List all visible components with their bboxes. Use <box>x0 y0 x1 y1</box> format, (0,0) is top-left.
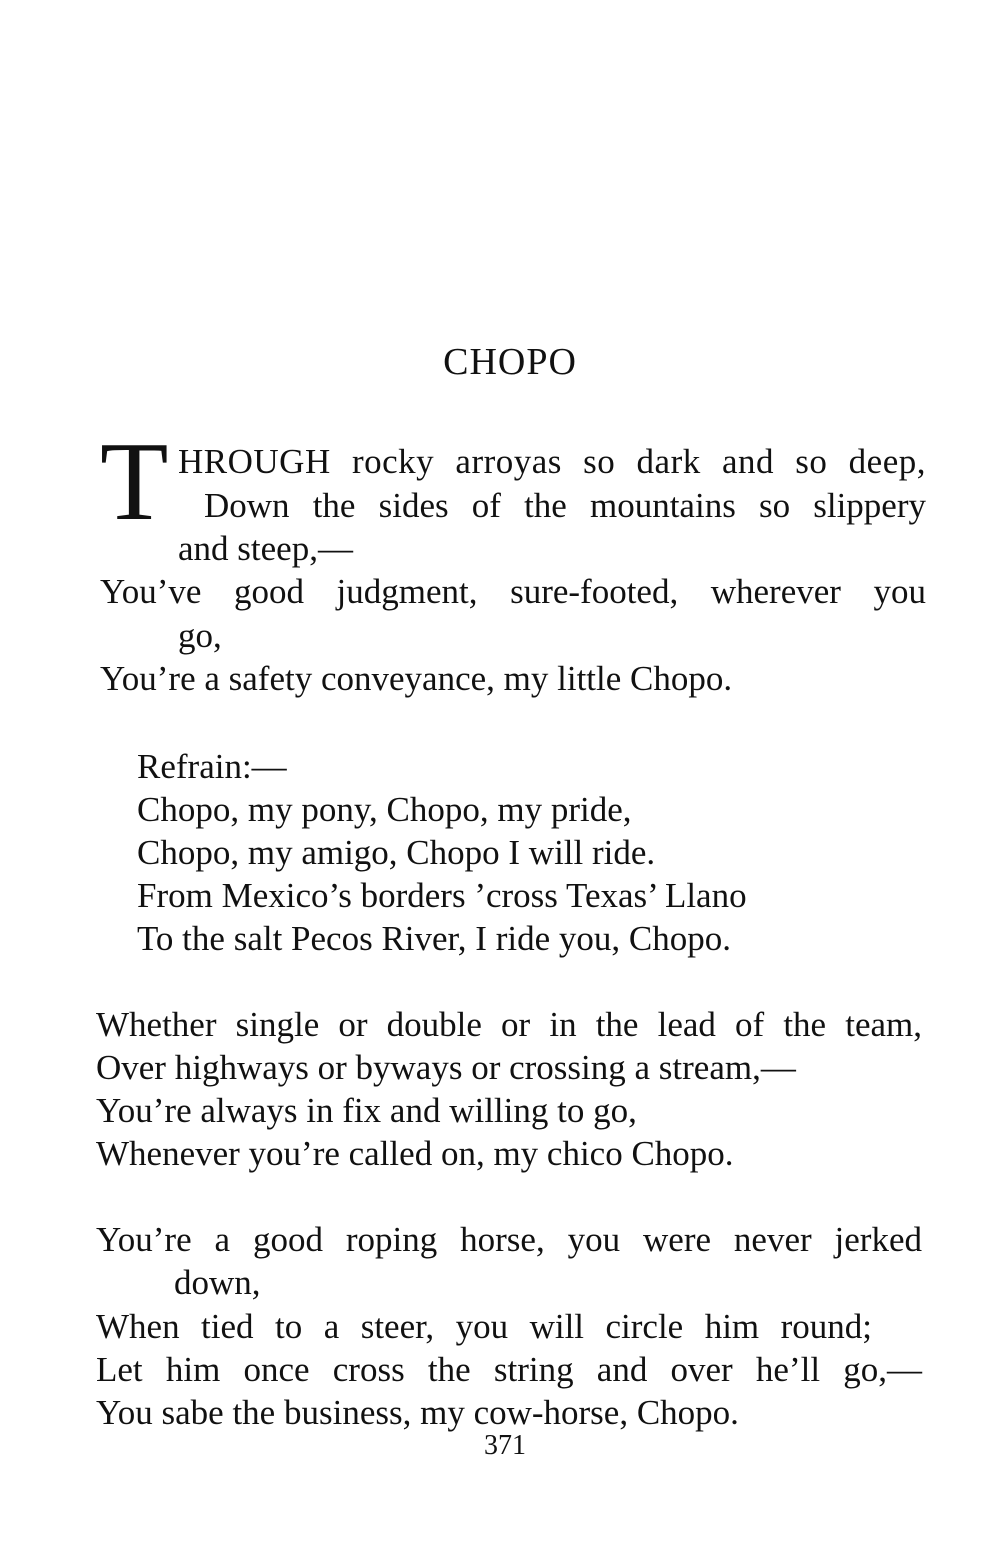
stanza2-line3: You’re always in fix and willing to go, <box>96 1091 637 1130</box>
page-number: 371 <box>484 1430 526 1461</box>
stanza3-line3: Let him once cross the string and over he’ll go,— <box>96 1350 922 1389</box>
stanza1-line3: You’ve good judgment, sure-footed, wherever you <box>100 572 926 611</box>
stanza3-line1-cont: down, <box>174 1263 261 1302</box>
poem-title: CHOPO <box>443 341 577 383</box>
refrain-line2: Chopo, my amigo, Chopo I will ride. <box>137 833 656 872</box>
stanza1-line2-cont: and steep,— <box>178 529 353 568</box>
refrain-line3: From Mexico’s borders ’cross Texas’ Llano <box>137 876 747 915</box>
refrain-label: Refrain:— <box>137 747 287 786</box>
stanza1-line2: Down the sides of the mountains so slippery <box>204 486 926 525</box>
stanza2-line4: Whenever you’re called on, my chico Chopo. <box>96 1134 734 1173</box>
stanza3-line2: When tied to a steer, you will circle him round; <box>96 1307 872 1346</box>
stanza2-line1: Whether single or double or in the lead of the team, <box>96 1005 922 1044</box>
stanza1-line1: HROUGH rocky arroyas so dark and so deep, <box>178 442 926 481</box>
stanza1-line3-cont: go, <box>178 616 222 655</box>
stanza2-line2: Over highways or byways or crossing a stream,— <box>96 1048 796 1087</box>
stanza3-line4: You sabe the business, my cow-horse, Chopo. <box>96 1393 739 1432</box>
refrain-line1: Chopo, my pony, Chopo, my pride, <box>137 790 632 829</box>
stanza3-line1: You’re a good roping horse, you were never jerked <box>96 1220 922 1259</box>
stanza1-line4: You’re a safety conveyance, my little Chopo. <box>100 659 733 698</box>
refrain-line4: To the salt Pecos River, I ride you, Chopo. <box>137 919 731 958</box>
drop-cap: T <box>100 420 169 544</box>
